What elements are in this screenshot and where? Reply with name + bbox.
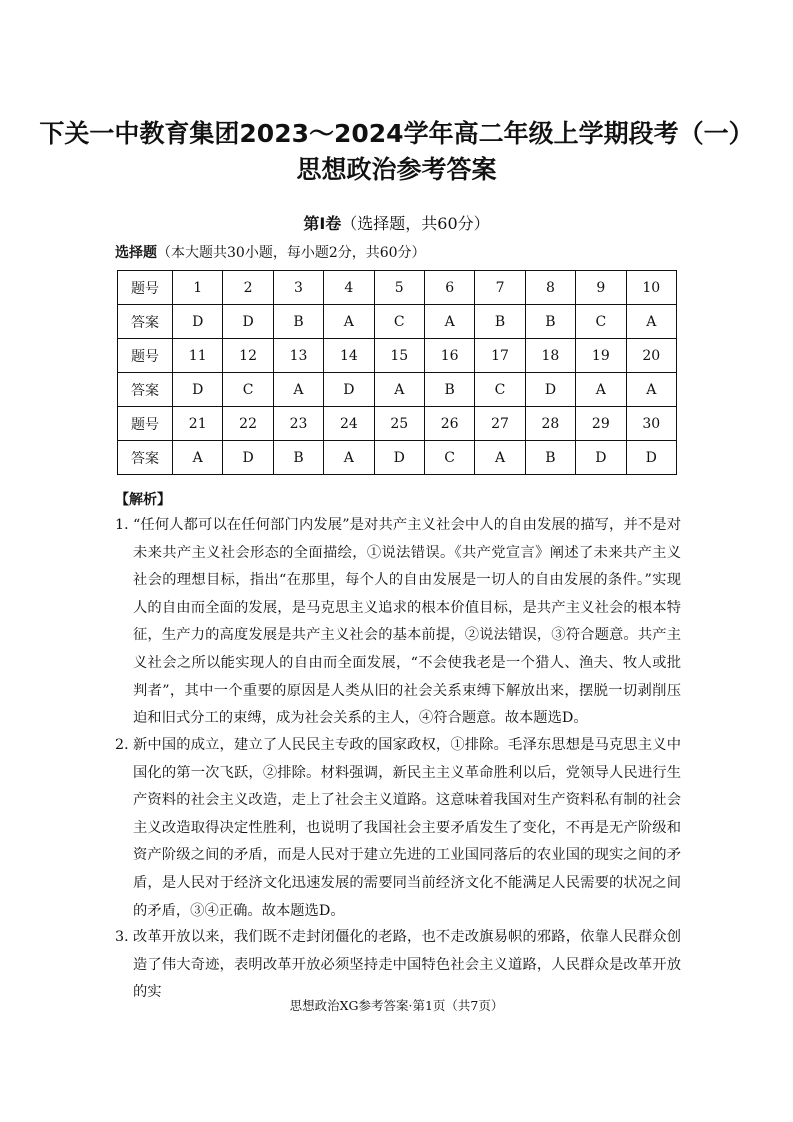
section-desc: （选择题，共60分）	[341, 214, 490, 233]
row-label-answer: 答案	[118, 441, 173, 475]
answer-cell: D	[223, 441, 273, 475]
section-heading	[0, 211, 793, 234]
section-name: 第Ⅰ卷	[303, 214, 342, 233]
answer-cell: D	[626, 441, 676, 475]
question-number-cell: 12	[223, 339, 273, 373]
question-number-cell: 27	[475, 407, 525, 441]
question-number-cell: 20	[626, 339, 676, 373]
item-number: 3．	[115, 929, 139, 945]
document-subtitle: 思想政治参考答案	[296, 155, 497, 184]
answer-cell: D	[223, 305, 273, 339]
question-number-cell: 1	[173, 271, 223, 305]
answer-cell: A	[173, 441, 223, 475]
row-label-number: 题号	[118, 407, 173, 441]
item-number: 2．	[115, 737, 139, 753]
answer-cell: A	[475, 441, 525, 475]
item-text: “任何人都可以在任何部门内发展”是对共产主义社会中人的自由发展的描写，并不是对未来共产主义社会形态的全面描绘，①说法错误。《共产党宣言》阐述了未来共产主义社会的理想目标，指出“在那里，每个人的自由发展是一切人的自由发展的条件。”实现人的自由而全面的发展，是马克思主义追求的根本价值目标，是共产主义社会的根本特征，生产力的高度发展是共产主义社会的基本前提，②说法错误，③符合题意。共产主义社会之所以能实现人的自由而全面发展，“不会使我老是一个猎人、渔夫、牧人或批判者”，其中一个重要的原因是人类从旧的社会关系束缚下解放出来，摆脱一切剥削压迫和旧式分工的束缚，成为社会关系的主人，④符合题意。故本题选D。	[133, 517, 681, 727]
question-number-cell: 10	[626, 271, 676, 305]
question-number-cell: 16	[424, 339, 474, 373]
answer-cell: D	[576, 441, 626, 475]
answer-cell: C	[223, 373, 273, 407]
answer-cell: D	[173, 373, 223, 407]
question-number-cell: 4	[324, 271, 374, 305]
question-number-cell: 6	[424, 271, 474, 305]
question-number-cell: 30	[626, 407, 676, 441]
answer-cell: B	[273, 441, 323, 475]
row-label-answer: 答案	[118, 305, 173, 339]
answer-row	[118, 441, 677, 475]
answer-cell: D	[525, 373, 575, 407]
answer-table	[117, 270, 677, 475]
page-footer: 思想政治XG参考答案·第1页（共7页）	[289, 998, 504, 1013]
question-type-desc: （本大题共30小题，每小题2分，共60分）	[157, 245, 426, 261]
question-number-cell: 28	[525, 407, 575, 441]
question-number-row	[118, 407, 677, 441]
answer-cell: B	[475, 305, 525, 339]
answer-cell: B	[525, 441, 575, 475]
question-number-cell: 26	[424, 407, 474, 441]
question-number-cell: 3	[273, 271, 323, 305]
document-title: 下关一中教育集团2023～2024学年高二年级上学期段考（一）	[39, 119, 754, 148]
question-number-row	[118, 339, 677, 373]
analysis-item	[115, 732, 681, 925]
item-number: 1．	[115, 517, 139, 533]
analysis-item	[115, 924, 681, 1001]
question-number-cell: 7	[475, 271, 525, 305]
question-number-cell: 19	[576, 339, 626, 373]
question-number-cell: 9	[576, 271, 626, 305]
question-number-cell: 11	[173, 339, 223, 373]
answer-cell: A	[324, 441, 374, 475]
answer-cell: C	[424, 441, 474, 475]
answer-cell: C	[576, 305, 626, 339]
answer-cell: A	[576, 373, 626, 407]
question-number-cell: 25	[374, 407, 424, 441]
question-number-cell: 15	[374, 339, 424, 373]
question-number-cell: 5	[374, 271, 424, 305]
question-number-cell: 8	[525, 271, 575, 305]
answer-cell: B	[273, 305, 323, 339]
question-number-cell: 18	[525, 339, 575, 373]
answer-cell: A	[273, 373, 323, 407]
question-number-cell: 2	[223, 271, 273, 305]
question-number-cell: 14	[324, 339, 374, 373]
answer-cell: A	[626, 305, 676, 339]
analysis-label: 【解析】	[115, 492, 171, 508]
answer-cell: D	[324, 373, 374, 407]
question-number-cell: 24	[324, 407, 374, 441]
row-label-number: 题号	[118, 271, 173, 305]
answer-row	[118, 373, 677, 407]
answer-row	[118, 305, 677, 339]
answer-cell: B	[424, 373, 474, 407]
answer-cell: C	[475, 373, 525, 407]
answer-cell: A	[626, 373, 676, 407]
answer-cell: A	[324, 305, 374, 339]
question-number-row	[118, 271, 677, 305]
answer-cell: C	[374, 305, 424, 339]
analysis-item	[115, 512, 681, 733]
question-header	[115, 242, 426, 262]
question-number-cell: 21	[173, 407, 223, 441]
answer-cell: D	[173, 305, 223, 339]
row-label-answer: 答案	[118, 373, 173, 407]
answer-cell: A	[424, 305, 474, 339]
item-text: 改革开放以来，我们既不走封闭僵化的老路，也不走改旗易帜的邪路，依靠人民群众创造了伟大奇迹，表明改革开放必须坚持走中国特色社会主义道路，人民群众是改革开放的实	[133, 929, 681, 1001]
item-text: 新中国的成立，建立了人民民主专政的国家政权，①排除。毛泽东思想是马克思主义中国化的第一次飞跃，②排除。材料强调，新民主主义革命胜利以后，党领导人民进行生产资料的社会主义改造，走上了社会主义道路。这意味着我国对生产资料私有制的社会主义改造取得决定性胜利，也说明了我国社会主要矛盾发生了变化，不再是无产阶级和资产阶级之间的矛盾，而是人民对于建立先进的工业国同落后的农业国的现实之间的矛盾，是人民对于经济文化迅速发展的需要同当前经济文化不能满足人民需要的状况之间的矛盾，③④正确。故本题选D。	[133, 737, 681, 919]
question-number-cell: 22	[223, 407, 273, 441]
row-label-number: 题号	[118, 339, 173, 373]
question-type-label: 选择题	[115, 245, 157, 261]
answer-cell: A	[374, 373, 424, 407]
answer-cell: D	[374, 441, 424, 475]
question-number-cell: 17	[475, 339, 525, 373]
answer-cell: B	[525, 305, 575, 339]
question-number-cell: 13	[273, 339, 323, 373]
question-number-cell: 29	[576, 407, 626, 441]
question-number-cell: 23	[273, 407, 323, 441]
